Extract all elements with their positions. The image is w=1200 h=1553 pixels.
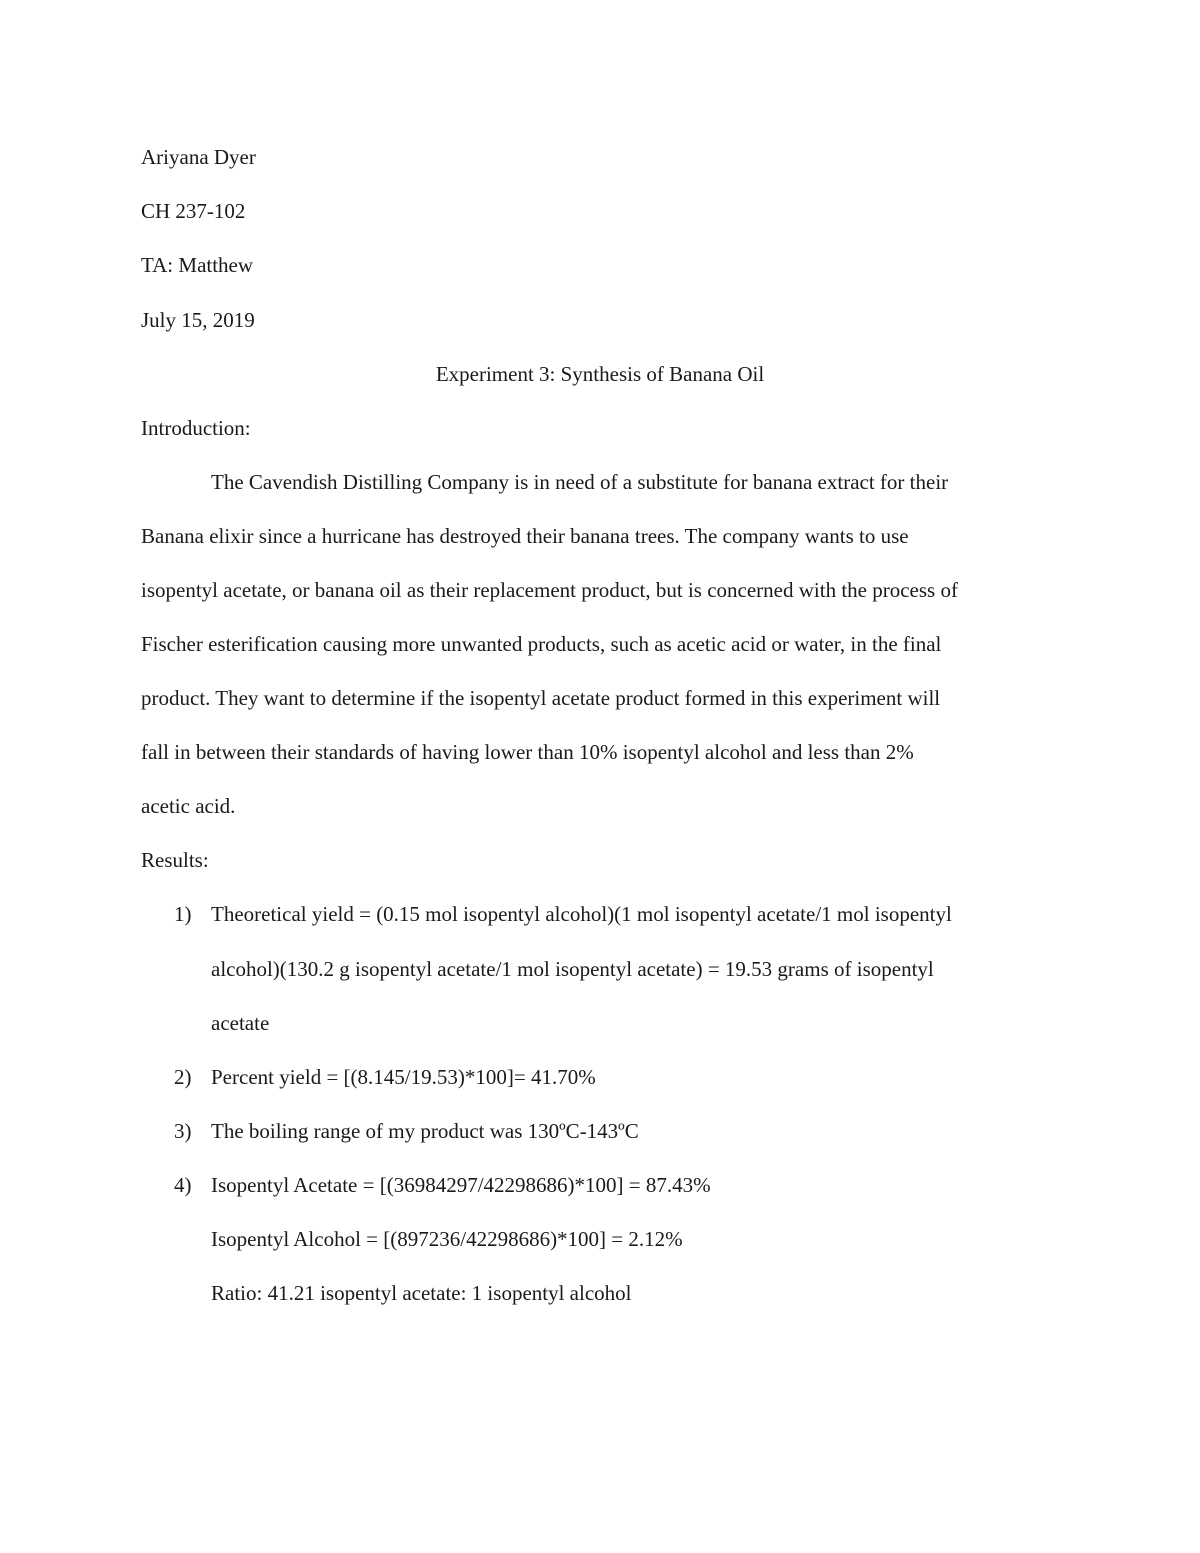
paragraph-line: acetic acid. [141,794,236,818]
list-item-number: 4) [174,1173,192,1197]
list-item-line: alcohol)(130.2 g isopentyl acetate/1 mol isopentyl acetate) = 19.53 grams of isopentyl [211,957,934,981]
list-item-number: 2) [174,1065,192,1089]
list-item-line: Isopentyl Acetate = [(36984297/42298686)*100] = 87.43% [211,1173,711,1197]
paragraph-line: product. They want to determine if the isopentyl acetate product formed in this experiment will [141,686,941,710]
paragraph-line: Banana elixir since a hurricane has destroyed their banana trees. The company wants to use [141,524,909,548]
list-item-line: acetate [211,1011,270,1035]
document-date: July 15, 2019 [141,308,255,332]
list-item-number: 3) [174,1119,192,1143]
list-item-line: The boiling range of my product was 130ºC-143ºC [211,1119,639,1143]
list-item-line: Isopentyl Alcohol = [(897236/42298686)*100] = 2.12% [211,1227,683,1251]
teaching-assistant: TA: Matthew [141,253,254,277]
list-item-line: Percent yield = [(8.145/19.53)*100]= 41.70% [211,1065,596,1089]
course-code: CH 237-102 [141,199,246,223]
results-heading: Results: [141,848,209,872]
list-item-line: Theoretical yield = (0.15 mol isopentyl alcohol)(1 mol isopentyl acetate/1 mol isopentyl [211,902,952,926]
list-item-number: 1) [174,902,192,926]
introduction-heading: Introduction: [141,416,251,440]
paragraph-line: Fischer esterification causing more unwanted products, such as acetic acid or water, in the final [141,632,942,656]
list-item-line: Ratio: 41.21 isopentyl acetate: 1 isopentyl alcohol [211,1281,632,1305]
paragraph-line: isopentyl acetate, or banana oil as their replacement product, but is concerned with the process of [141,578,958,602]
paragraph-line: The Cavendish Distilling Company is in need of a substitute for banana extract for their [211,470,949,494]
paragraph-line: fall in between their standards of having lower than 10% isopentyl alcohol and less than 2% [141,740,914,764]
document-title: Experiment 3: Synthesis of Banana Oil [435,362,765,386]
author-name: Ariyana Dyer [141,145,256,169]
